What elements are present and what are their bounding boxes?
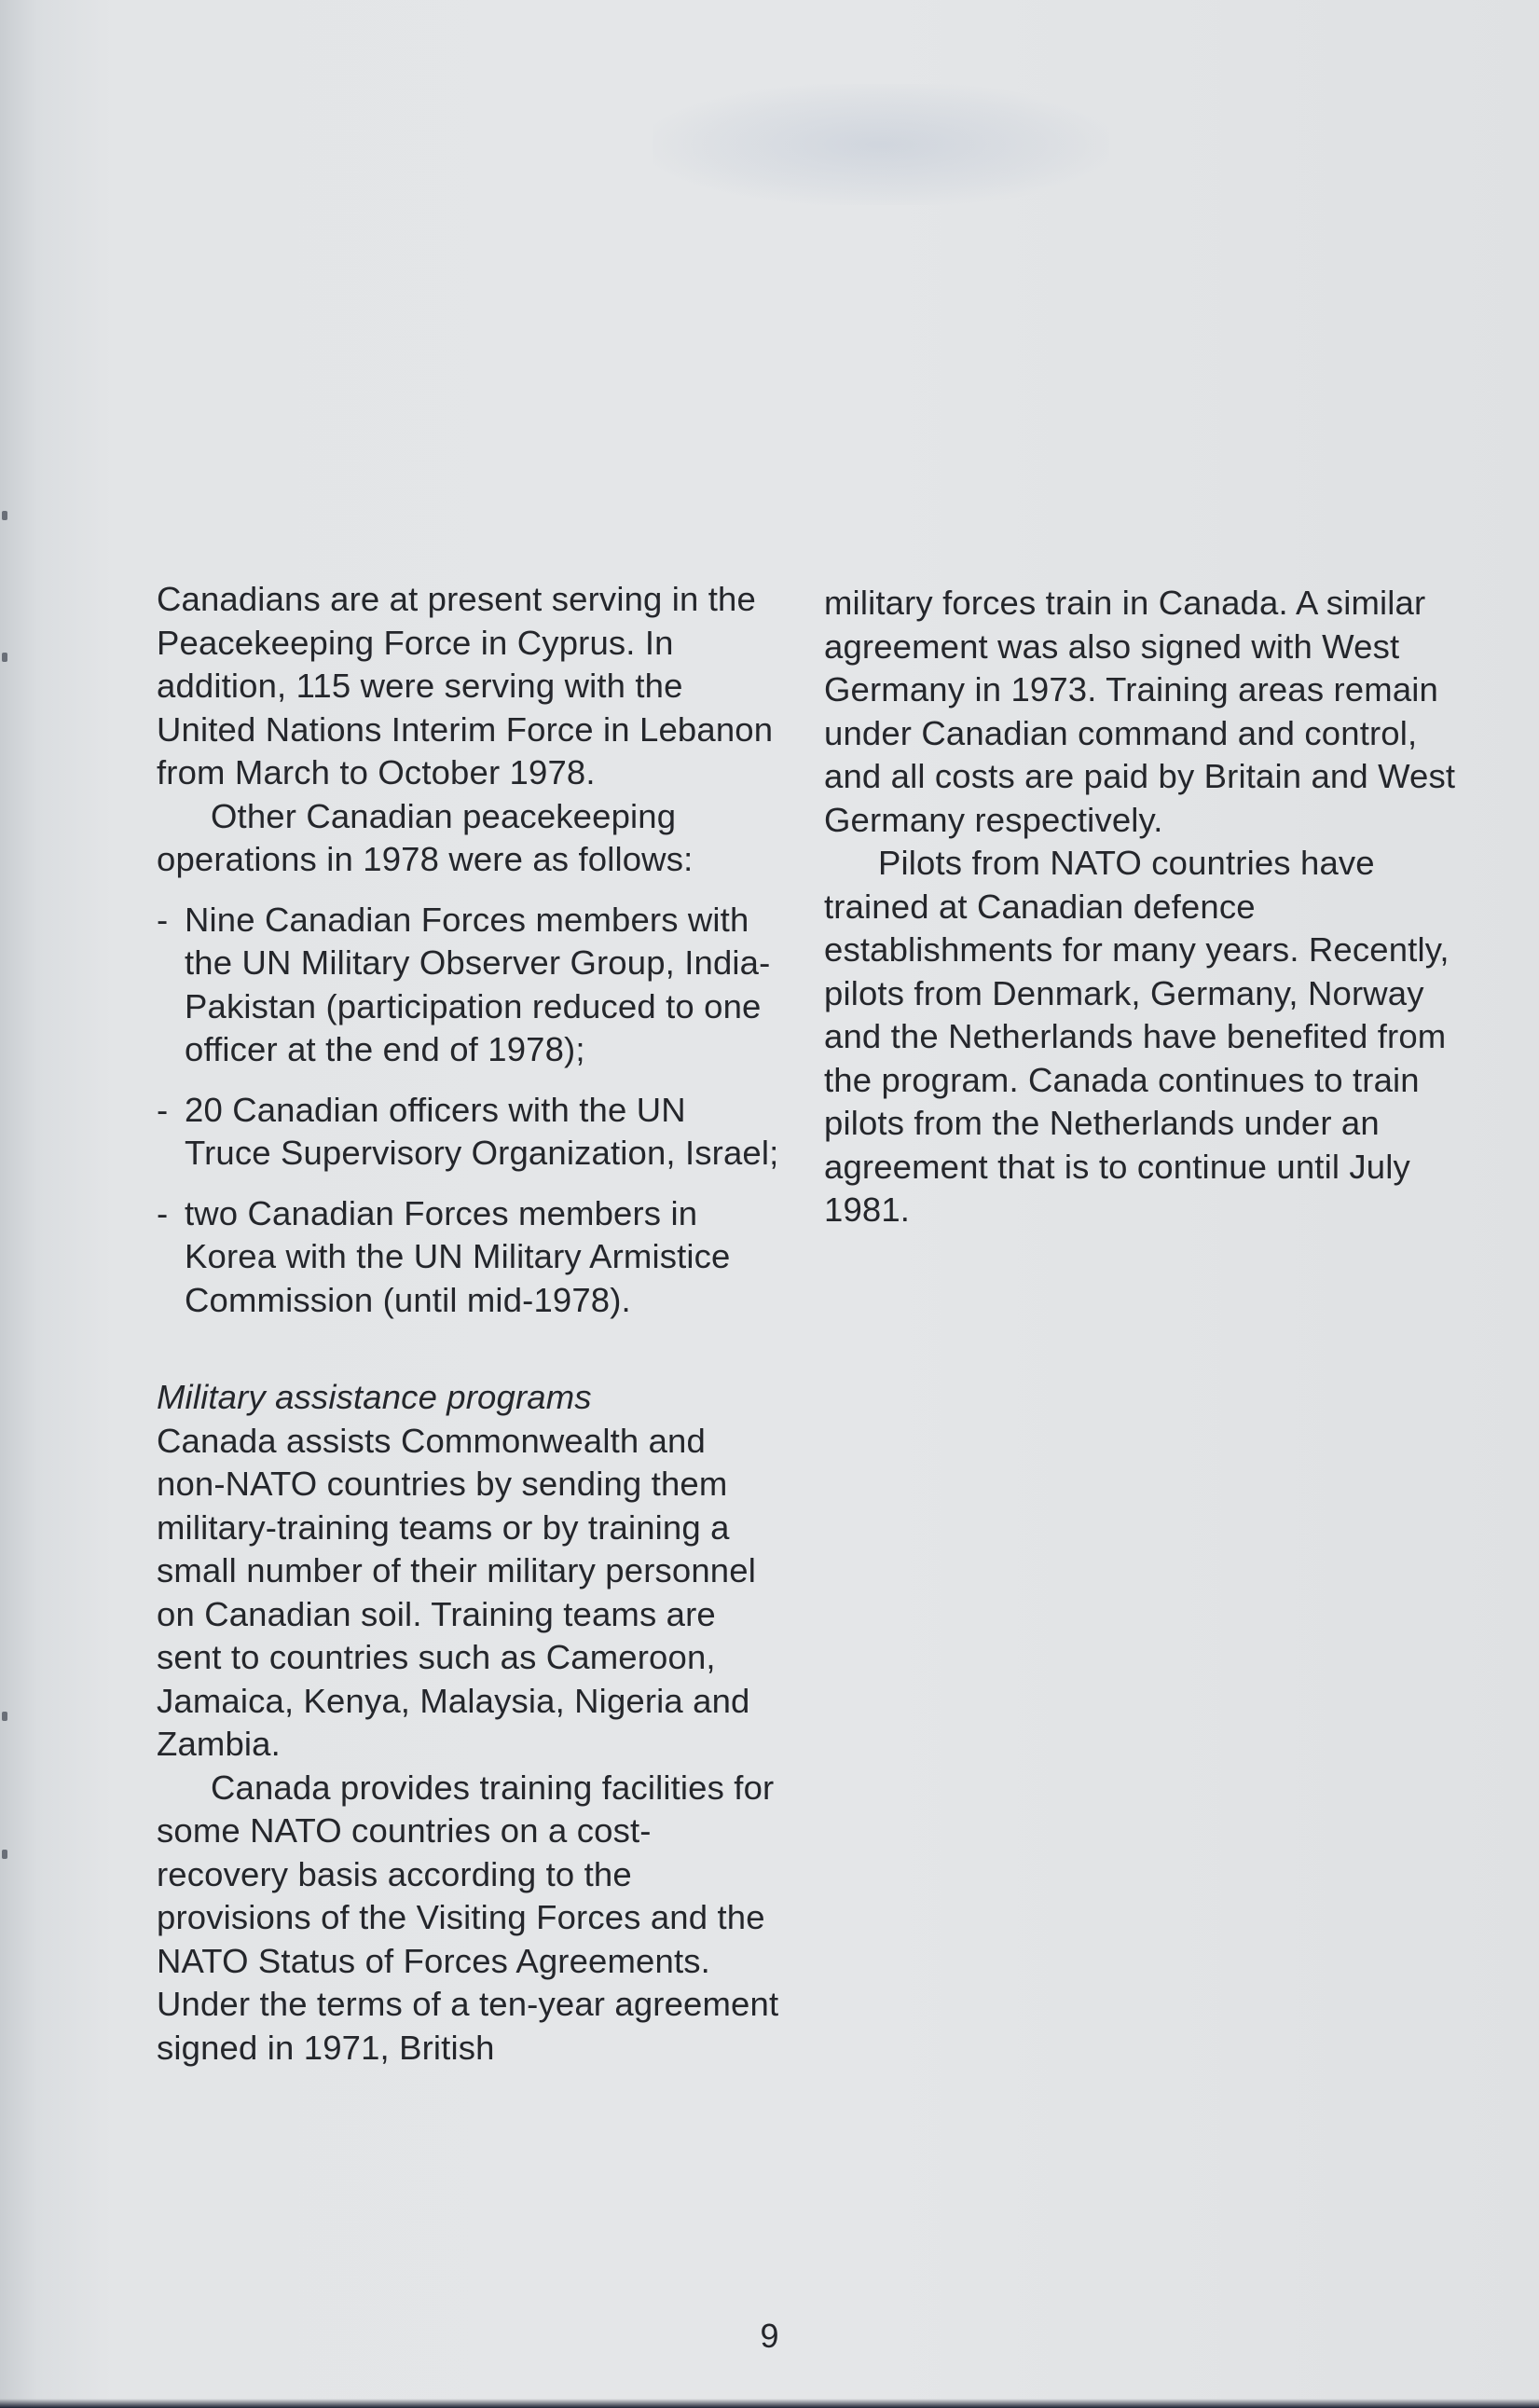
bullet-dash: - xyxy=(157,1193,169,1232)
section-heading: Military assistance programs xyxy=(157,1378,592,1416)
list-item-text: Nine Canadian Forces members with the UN Military Observer Group, India-Pakistan (participation reduced to one officer at the end of 1978); xyxy=(185,900,771,1068)
bullet-dash: - xyxy=(157,900,169,939)
operations-list xyxy=(157,899,781,1323)
list-item xyxy=(157,899,781,1072)
pilots-paragraph: Pilots from NATO countries have trained at Canadian defence establishments for many years. Recently, pilots from Denmark, Germany, Norway and the Netherlands have benefited from the program. Canada continues to train pilots from the Netherlands under an agreement that is to continue until July 1981. xyxy=(824,844,1450,1229)
left-column xyxy=(157,578,781,2070)
continued-paragraph: military forces train in Canada. A similar agreement was also signed with West Germany in 1973. Training areas remain under Canadian command and control, and all costs are paid by Britain and West Germany respectively. xyxy=(824,584,1456,839)
margin-mark xyxy=(2,1712,7,1721)
margin-mark xyxy=(2,653,7,662)
margin-mark xyxy=(2,511,7,520)
show-through-bleed xyxy=(653,84,1109,205)
list-item-text: two Canadian Forces members in Korea with the UN Military Armistice Commission (until mid-1978). xyxy=(185,1193,731,1319)
assistance-paragraph: Canada assists Commonwealth and non-NATO countries by sending them military-training teams or by training a small number of their military personnel on Canadian soil. Training teams are sent to countries such as Cameroon, Jamaica, Kenya, Malaysia, Nigeria and Zambia. xyxy=(157,1421,756,1763)
intro-paragraph: Canadians are at present serving in the Peacekeeping Force in Cyprus. In addition, 115 were serving with the United Nations Interim Force in Lebanon from March to October 1978. xyxy=(157,580,774,791)
page-bottom-edge xyxy=(0,2399,1539,2408)
margin-mark xyxy=(2,1850,7,1859)
page-number: 9 xyxy=(760,2317,779,2355)
bullet-dash: - xyxy=(157,1090,169,1129)
training-paragraph: Canada provides training facilities for some NATO countries on a cost-recovery basis according to the provisions of the Visiting Forces and the NATO Status of Forces Agreements. Under the terms of a ten-year agreement signed in 1971, British xyxy=(157,1768,779,2067)
list-item xyxy=(157,1192,781,1323)
right-column xyxy=(824,582,1467,1232)
list-item xyxy=(157,1089,781,1176)
operations-lead-paragraph: Other Canadian peacekeeping operations in 1978 were as follows: xyxy=(157,796,694,878)
list-item-text: 20 Canadian officers with the UN Truce Supervisory Organization, Israel; xyxy=(185,1090,779,1172)
